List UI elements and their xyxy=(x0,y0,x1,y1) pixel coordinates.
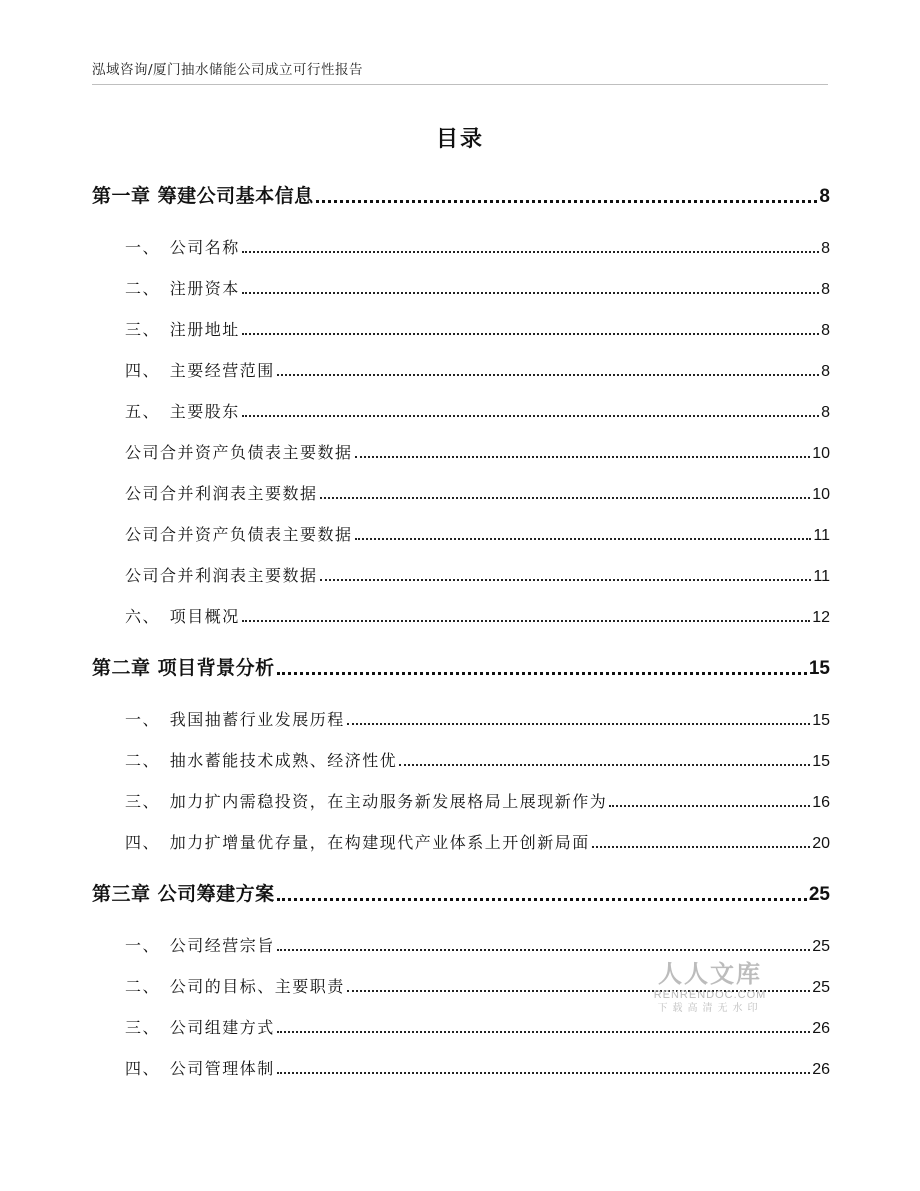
toc-dot-leader xyxy=(320,497,811,499)
toc-page-number: 8 xyxy=(819,186,830,207)
toc-entry-number: 三、 xyxy=(125,792,161,811)
toc-page-number: 10 xyxy=(812,445,830,462)
toc-page-number: 26 xyxy=(812,1020,830,1037)
toc-entry-title: 公司合并资产负债表主要数据 xyxy=(125,525,353,544)
toc-entry-title: 公司组建方式 xyxy=(169,1018,275,1037)
toc-entry-label xyxy=(125,481,318,504)
toc-dot-leader xyxy=(277,374,819,376)
toc-page-number: 25 xyxy=(812,979,830,996)
toc-section-entry[interactable] xyxy=(92,440,830,463)
toc-entry-number: 五、 xyxy=(125,402,161,421)
toc-dot-leader xyxy=(242,333,819,335)
toc-section-entry[interactable] xyxy=(92,235,830,258)
toc-entry-label xyxy=(125,522,353,545)
toc-chapter-entry[interactable] xyxy=(92,653,830,680)
toc-entry-number: 四、 xyxy=(125,361,161,380)
toc-dot-leader xyxy=(355,538,812,540)
toc-section-entry[interactable] xyxy=(92,748,830,771)
toc-entry-label xyxy=(125,563,318,586)
toc-entry-label xyxy=(125,440,353,463)
toc-chapter-entry[interactable] xyxy=(92,181,830,208)
toc-page-number: 25 xyxy=(812,938,830,955)
toc-page-number: 16 xyxy=(812,794,830,811)
toc-page-number: 15 xyxy=(812,712,830,729)
toc-entry-number: 一、 xyxy=(125,238,161,257)
toc-page-number: 8 xyxy=(821,322,830,339)
toc-page-number: 15 xyxy=(812,753,830,770)
toc-section-entry[interactable] xyxy=(92,522,830,545)
toc-entry-number: 四、 xyxy=(125,1059,161,1078)
toc-entry-label xyxy=(92,879,275,906)
toc-entry-label xyxy=(125,748,397,771)
toc-dot-leader xyxy=(399,764,810,766)
toc-entry-title: 我国抽蓄行业发展历程 xyxy=(169,710,345,729)
toc-page-number: 20 xyxy=(812,835,830,852)
toc-page-number: 8 xyxy=(821,363,830,380)
toc-entry-label xyxy=(125,358,275,381)
toc-entry-label xyxy=(125,235,240,258)
toc-dot-leader xyxy=(277,672,807,675)
toc-entry-number: 二、 xyxy=(125,977,161,996)
toc-entry-title: 第二章 项目背景分析 xyxy=(92,657,275,679)
toc-section-entry[interactable] xyxy=(92,830,830,853)
toc-page-number: 12 xyxy=(812,609,830,626)
watermark-url: RENRENDOC.COM xyxy=(653,989,767,1001)
toc-dot-leader xyxy=(277,949,810,951)
toc-entry-number: 六、 xyxy=(125,607,161,626)
toc-title: 目录 xyxy=(435,127,484,152)
header-rule xyxy=(92,84,828,85)
toc-entry-label xyxy=(125,1056,275,1079)
toc-chapter-entry[interactable] xyxy=(92,879,830,906)
toc-section-entry[interactable] xyxy=(92,1056,830,1079)
toc-entry-label xyxy=(125,707,345,730)
toc-section-entry[interactable] xyxy=(92,707,830,730)
toc-entry-title: 公司的目标、主要职责 xyxy=(169,977,345,996)
toc-section-entry[interactable] xyxy=(92,563,830,586)
toc-entry-label xyxy=(92,181,314,208)
toc-page-number: 11 xyxy=(813,568,830,585)
toc-entry-title: 第三章 公司筹建方案 xyxy=(92,883,275,905)
toc-entry-title: 公司合并利润表主要数据 xyxy=(125,484,318,503)
toc-entry-title: 公司合并利润表主要数据 xyxy=(125,566,318,585)
toc-entry-number: 三、 xyxy=(125,320,161,339)
toc-entry-number: 一、 xyxy=(125,710,161,729)
toc-entry-label xyxy=(125,399,240,422)
toc-dot-leader xyxy=(609,805,810,807)
toc-dot-leader xyxy=(355,456,811,458)
toc-entry-label xyxy=(125,789,607,812)
toc-entry-number: 三、 xyxy=(125,1018,161,1037)
toc-section-entry[interactable] xyxy=(92,933,830,956)
toc-entry-title: 公司合并资产负债表主要数据 xyxy=(125,443,353,462)
toc-section-entry[interactable] xyxy=(92,276,830,299)
toc-entry-title: 公司管理体制 xyxy=(169,1059,275,1078)
toc-entry-title: 第一章 筹建公司基本信息 xyxy=(92,185,314,207)
toc-entry-title: 注册资本 xyxy=(169,279,240,298)
toc-dot-leader xyxy=(320,579,812,581)
document-header: 泓域咨询/厦门抽水储能公司成立可行性报告 xyxy=(92,62,364,78)
toc-entry-label xyxy=(125,974,345,997)
toc-entry-number: 二、 xyxy=(125,751,161,770)
toc-entry-title: 注册地址 xyxy=(169,320,240,339)
toc-entry-title: 公司经营宗旨 xyxy=(169,936,275,955)
toc-page-number: 26 xyxy=(812,1061,830,1078)
toc-entry-label xyxy=(92,653,275,680)
toc-dot-leader xyxy=(242,251,819,253)
toc-dot-leader xyxy=(242,415,819,417)
toc-dot-leader xyxy=(242,292,819,294)
toc-section-entry[interactable] xyxy=(92,789,830,812)
toc-page-number: 8 xyxy=(821,281,830,298)
toc-section-entry[interactable] xyxy=(92,317,830,340)
toc-entry-title: 主要经营范围 xyxy=(169,361,275,380)
toc-dot-leader xyxy=(277,1072,810,1074)
toc-entry-label xyxy=(125,317,240,340)
toc-section-entry[interactable] xyxy=(92,399,830,422)
toc-entry-label xyxy=(125,604,240,627)
watermark xyxy=(645,960,775,1016)
toc-dot-leader xyxy=(592,846,810,848)
toc-page-number: 25 xyxy=(808,884,830,905)
toc-section-entry[interactable] xyxy=(92,481,830,504)
toc-section-entry[interactable] xyxy=(92,604,830,627)
toc-section-entry[interactable] xyxy=(92,358,830,381)
toc-dot-leader xyxy=(242,620,810,622)
toc-page-number: 11 xyxy=(813,527,830,544)
toc-entry-label xyxy=(125,276,240,299)
toc-entry-title: 项目概况 xyxy=(169,607,240,626)
toc-page-number: 15 xyxy=(808,658,830,679)
toc-dot-leader xyxy=(316,200,818,203)
toc-section-entry[interactable] xyxy=(92,1015,830,1038)
toc-page-number: 8 xyxy=(821,240,830,257)
toc-entry-number: 一、 xyxy=(125,936,161,955)
toc-entry-title: 主要股东 xyxy=(169,402,240,421)
watermark-subtitle: 下载高清无水印 xyxy=(657,1003,763,1014)
toc-dot-leader xyxy=(347,723,810,725)
toc-entry-title: 抽水蓄能技术成熟、经济性优 xyxy=(169,751,398,770)
toc-dot-leader xyxy=(277,1031,810,1033)
toc-page-number: 8 xyxy=(821,404,830,421)
toc-entry-number: 四、 xyxy=(125,833,161,852)
toc-dot-leader xyxy=(277,898,807,901)
toc-entry-title: 加力扩内需稳投资，在主动服务新发展格局上展现新作为 xyxy=(169,792,608,811)
toc-entry-title: 公司名称 xyxy=(169,238,240,257)
watermark-title: 人人文库 xyxy=(658,959,762,988)
toc-entry-label xyxy=(125,933,275,956)
toc-entry-title: 加力扩增量优存量，在构建现代产业体系上开创新局面 xyxy=(169,833,590,852)
toc-entry-label xyxy=(125,830,590,853)
toc-entry-label xyxy=(125,1015,275,1038)
toc-entry-number: 二、 xyxy=(125,279,161,298)
toc-page-number: 10 xyxy=(812,486,830,503)
